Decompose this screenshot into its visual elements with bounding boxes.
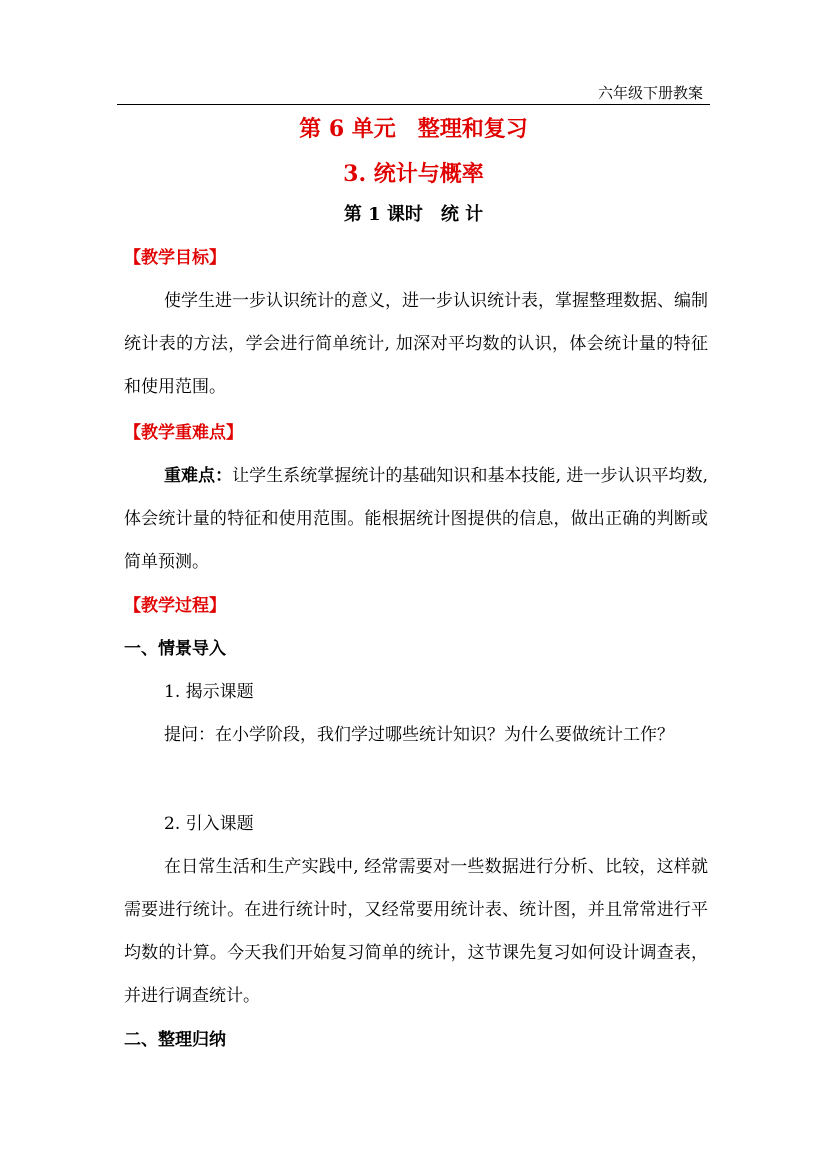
- unit-title: 第 6 单元 整理和复习: [299, 116, 528, 142]
- header-rule: [117, 104, 710, 105]
- step1-label: 1. 揭示课题: [164, 682, 254, 702]
- objectives-text: 使学生进一步认识统计的意义，进一步认识统计表，掌握整理数据、编制统计表的方法，学会进行简单统计, 加深对平均数的认识，体会统计量的特征和使用范围。: [124, 291, 708, 397]
- topic-title: 3. 统计与概率: [343, 161, 484, 187]
- part2-heading: 二、整理归纳: [124, 1030, 226, 1050]
- objectives-heading: 【教学目标】: [124, 248, 226, 268]
- page-header: 六年级下册教案: [597, 84, 703, 102]
- key-points-paragraph: [124, 455, 708, 584]
- key-points-label: 重难点：: [164, 466, 233, 486]
- part1-heading: 一、情景导入: [124, 639, 226, 659]
- lesson-title: 第 1 课时 统 计: [343, 204, 484, 225]
- step2-label: 2. 引入课题: [164, 814, 254, 834]
- key-points-heading: 【教学重难点】: [124, 423, 243, 443]
- step1-text: 提问：在小学阶段，我们学过哪些统计知识？为什么要做统计工作？: [164, 725, 674, 745]
- step2-text: 在日常生活和生产实践中, 经常需要对一些数据进行分析、比较，这样就需要进行统计。在进行统计时，又经常要用统计表、统计图，并且常常进行平均数的计算。今天我们开始复习简单的统计，这节课先复习如何设计调查表，并进行调查统计。: [124, 857, 708, 1006]
- process-heading: 【教学过程】: [124, 596, 226, 616]
- key-points-text: 让学生系统掌握统计的基础知识和基本技能, 进一步认识平均数, 体会统计量的特征和使用范围。能根据统计图提供的信息，做出正确的判断或简单预测。: [124, 466, 709, 572]
